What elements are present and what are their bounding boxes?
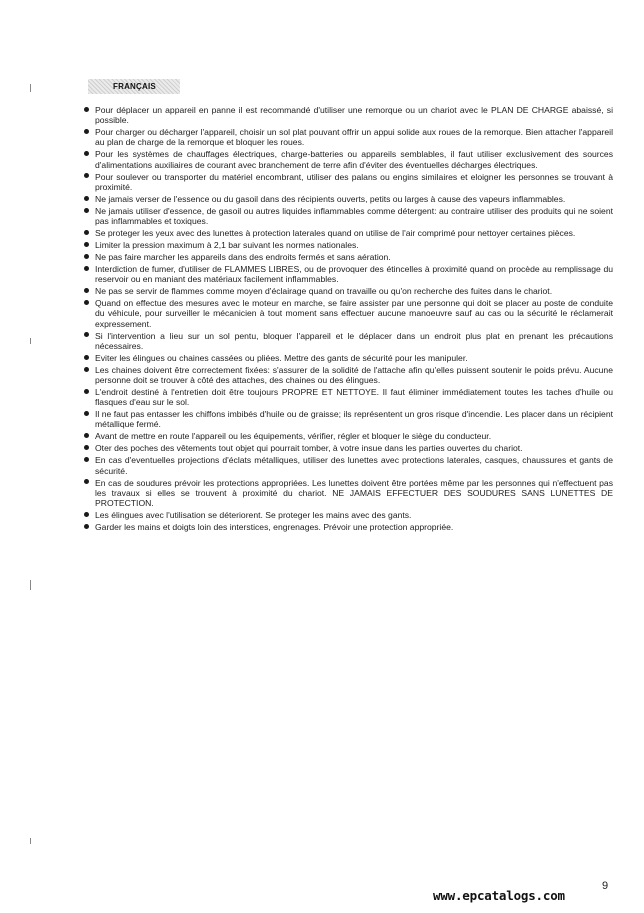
bullet-icon <box>84 266 89 271</box>
safety-rule-item <box>83 365 613 385</box>
bullet-icon <box>84 288 89 293</box>
safety-rule-item <box>83 298 613 329</box>
footer-website: www.epcatalogs.com <box>433 888 565 903</box>
safety-rule-item <box>83 478 613 509</box>
bullet-icon <box>84 173 89 178</box>
safety-rule-text: Quand on effectue des mesures avec le moteur en marche, se faire assister par une personne qui doit se placer au poste de conduite du véhicule, pour surveiller le mécanicien à tout moment sans effectuer aucune manoeuvre sauf au cas ou la sécurité le réclamerait expressement. <box>95 298 613 329</box>
safety-rule-text: Se proteger les yeux avec des lunettes à protection laterales quand on utilise de l'air comprimé pour nettoyer certaines pièces. <box>95 228 576 239</box>
safety-rule-item <box>83 443 613 453</box>
safety-rule-item <box>83 510 613 520</box>
bullet-icon <box>84 230 89 235</box>
scan-edge-mark <box>30 838 31 844</box>
scan-edge-mark <box>30 580 31 590</box>
safety-rule-item <box>83 353 613 363</box>
safety-rule-item <box>83 286 613 296</box>
safety-rule-item <box>83 264 613 284</box>
safety-rule-text: Les chaines doivent être correctement fixées: s'assurer de la solidité de l'attache afin qu'elles puissent soutenir le poids prévu. Aucune personne doit se trouver à côté des attaches, des chaines ou des élingues. <box>95 364 613 386</box>
safety-rule-text: Pour déplacer un appareil en panne il est recommandé d'utiliser une remorque ou un chariot avec le PLAN DE CHARGE abaissé, si possible. <box>95 105 613 126</box>
safety-rule-text: Pour charger ou décharger l'appareil, choisir un sol plat pouvant offrir un appui solide aux roues de la remorque. Bien attacher l'appareil au plan de charge de la remorque et bloquer les roues. <box>95 127 613 148</box>
safety-rule-text: Pour les systèmes de chauffages électriques, charge-batteries ou appareils semblables, il faut utiliser exclusivement des sources d'alimentations auxiliaires de courant avec branchement de terre afin d'éviter des éventuelles décharges électriques. <box>95 149 613 170</box>
safety-rule-item <box>83 431 613 441</box>
bullet-icon <box>84 129 89 134</box>
bullet-icon <box>84 107 89 112</box>
bullet-icon <box>84 355 89 360</box>
safety-rule-text: Ne jamais verser de l'essence ou du gasoil dans des récipients ouverts, petits ou larges à cause des vapeurs inflammables. <box>95 193 566 204</box>
bullet-icon <box>84 524 89 529</box>
bullet-icon <box>84 367 89 372</box>
safety-rule-text: Interdiction de fumer, d'utiliser de FLAMMES LIBRES, ou de provoquer des étincelles à proximité quand on procède au remplissage du reservoir ou en maniant des matériaux facilement inflammables. <box>95 264 613 285</box>
bullet-icon <box>84 512 89 517</box>
safety-rule-item <box>83 522 613 532</box>
bullet-icon <box>84 389 89 394</box>
safety-rule-item <box>83 331 613 351</box>
safety-rule-item <box>83 105 613 125</box>
safety-rule-text: Garder les mains et doigts loin des interstices, engrenages. Prévoir une protection appropriée. <box>95 522 454 533</box>
bullet-icon <box>84 242 89 247</box>
safety-rule-item <box>83 127 613 147</box>
safety-rules-list <box>83 105 613 534</box>
scan-edge-mark <box>30 84 31 92</box>
safety-rule-item <box>83 172 613 192</box>
safety-rule-item <box>83 149 613 169</box>
bullet-icon <box>84 151 89 156</box>
bullet-icon <box>84 433 89 438</box>
safety-rule-text: Avant de mettre en route l'appareil ou les équipements, vérifier, régler et bloquer le siège du conducteur. <box>95 431 492 442</box>
safety-rule-item <box>83 455 613 475</box>
safety-rule-text: Ne pas faire marcher les appareils dans des endroits fermés et sans aération. <box>95 252 391 263</box>
bullet-icon <box>84 208 89 213</box>
safety-rule-item <box>83 409 613 429</box>
safety-rule-text: Limiter la pression maximum à 2,1 bar suivant les normes nationales. <box>95 240 359 251</box>
safety-rule-item <box>83 194 613 204</box>
safety-rule-text: Oter des poches des vêtements tout objet qui pourrait tomber, à votre insue dans les parties ouvertes du chariot. <box>95 443 523 454</box>
safety-rule-item <box>83 206 613 226</box>
bullet-icon <box>84 457 89 462</box>
bullet-icon <box>84 445 89 450</box>
safety-rule-text: En cas d'eventuelles projections d'éclats métalliques, utiliser des lunettes avec protections laterales, casques, chaussures et gants de sécurité. <box>95 455 613 476</box>
safety-rule-item <box>83 252 613 262</box>
safety-rule-item <box>83 387 613 407</box>
safety-rule-text: L'endroit destiné à l'entretien doit être toujours PROPRE ET NETTOYE. Il faut éliminer immédiatement toutes les taches d'huile ou flasques d'eau sur le sol. <box>95 387 613 408</box>
language-header: FRANÇAIS <box>88 79 180 94</box>
bullet-icon <box>84 411 89 416</box>
scan-edge-mark <box>30 338 31 344</box>
bullet-icon <box>84 254 89 259</box>
safety-rule-item <box>83 240 613 250</box>
bullet-icon <box>84 196 89 201</box>
safety-rule-item <box>83 228 613 238</box>
bullet-icon <box>84 300 89 305</box>
page-number: 9 <box>602 880 609 892</box>
safety-rule-text: Pour soulever ou transporter du matériel encombrant, utiliser des palans ou engins similaires et eloigner les personnes se trouvant à proximité. <box>95 171 613 192</box>
safety-rule-text: Eviter les élingues ou chaines cassées ou pliées. Mettre des gants de sécurité pour les manipuler. <box>95 352 468 363</box>
bullet-icon <box>84 332 89 337</box>
bullet-icon <box>84 479 89 484</box>
safety-rule-text: En cas de soudures prévoir les protections appropriées. Les lunettes doivent être portées même par les personnes qui n'effectuent pas les travaux si elles se trouvent à proximité du chariot. NE JAMAIS EFFECTUER DES SOUDURES SANS LUNETTES DE PROTECTION. <box>95 477 613 509</box>
safety-rule-text: Ne jamais utiliser d'essence, de gasoil ou autres liquides inflammables comme détergent: au contraire utiliser des produits qui ne soient pas inflammables et toxiques. <box>95 205 613 227</box>
safety-rule-text: Les élingues avec l'utilisation se déteriorent. Se proteger les mains avec des gants. <box>95 510 412 521</box>
safety-rule-text: Ne pas se servir de flammes comme moyen d'éclairage quand on travaille ou qu'on recherche des fuites dans le chariot. <box>95 286 553 297</box>
safety-rule-text: Si l'intervention a lieu sur un sol pentu, bloquer l'appareil et le déplacer dans un endroit plus plat en prenant les précautions nécessaires. <box>95 330 613 351</box>
safety-rule-text: Il ne faut pas entasser les chiffons imbibés d'huile ou de graisse; ils représentent un gros risque d'incendie. Les placer dans un récipient métallique fermé. <box>95 409 613 430</box>
